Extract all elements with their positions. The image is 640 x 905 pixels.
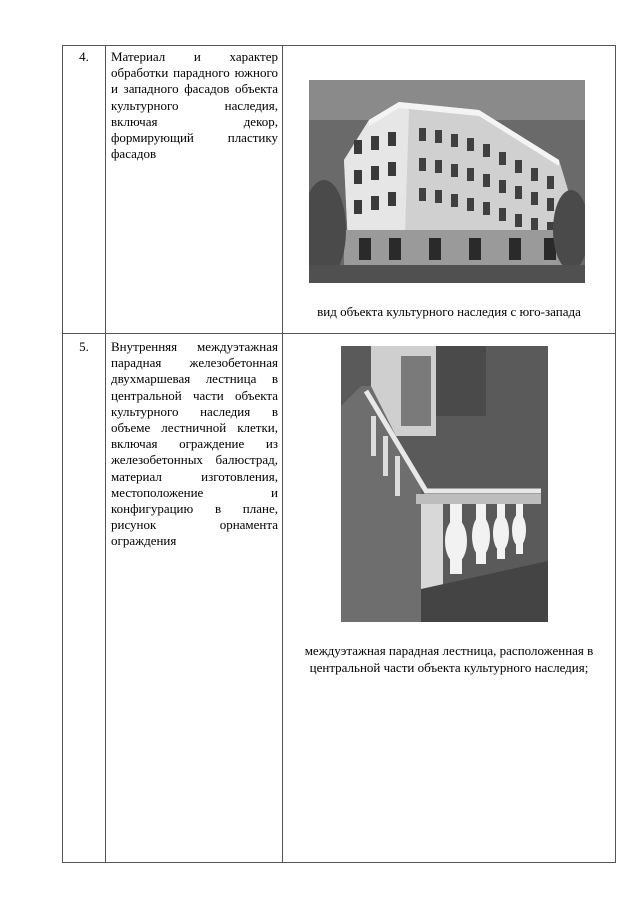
photo-caption: вид объекта культурного наследия с юго-запада [317,304,581,319]
row-number: 4. [79,49,89,64]
photo-caption: междуэтажная парадная лестница, расположенная в центральной части объекта культурного наследия; [304,643,594,675]
row-description: Материал и характер обработки парадного южного и западного фасадов объекта культурного наследия, включая декор, формирующий пластику фасадов [111,49,278,162]
building-photo [309,80,585,283]
row-divider [63,333,615,334]
staircase-photo [341,346,548,622]
staircase-photo-icon [341,346,548,622]
row-description: Внутренняя междуэтажная парадная железобетонная двухмаршевая лестница в центральной части объекта культурного наследия в объеме лестничной клетки, включая ограждение из железобетонных балюстрад, материал изготовления, местоположение и конфигурацию в плане, рисунок орнамента ограждения [111,339,278,549]
row-number: 5. [79,339,89,354]
building-photo-icon [309,80,585,283]
column-divider [282,46,283,862]
heritage-table [62,45,616,863]
column-divider [105,46,106,862]
